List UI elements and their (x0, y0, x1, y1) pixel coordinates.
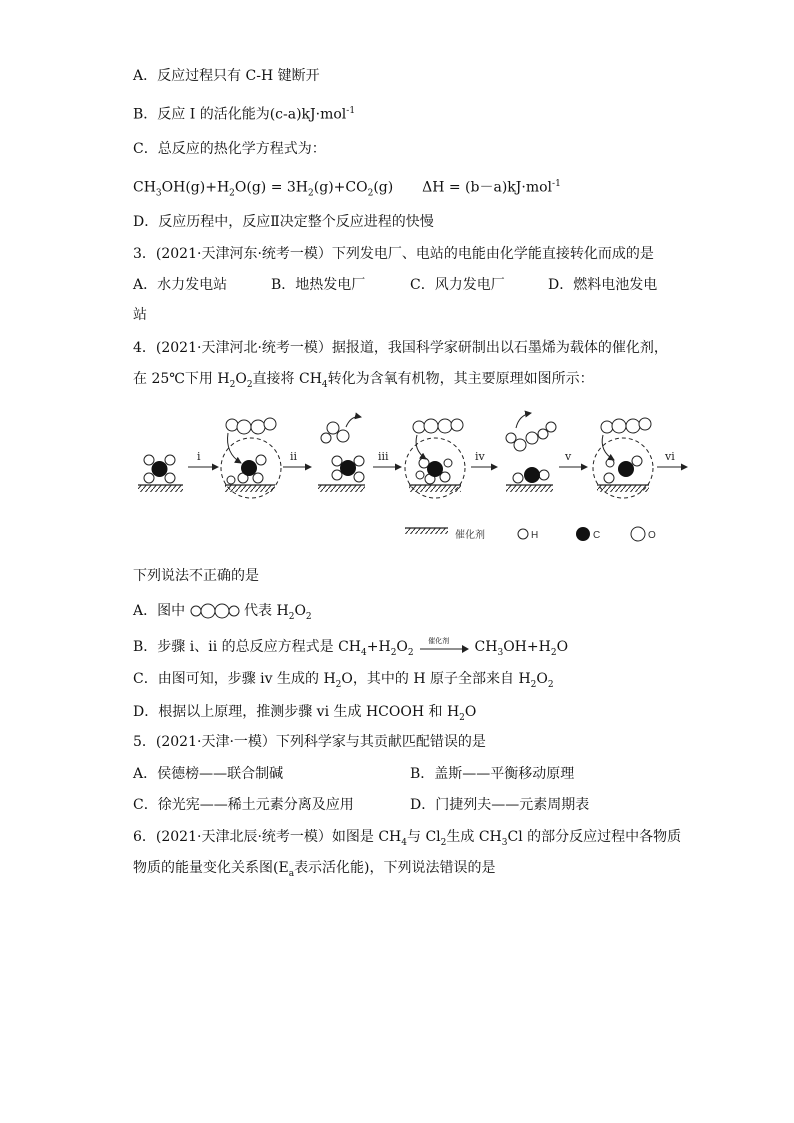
q6-sub: 3 (501, 837, 508, 848)
q2-option-d: D．反应历程中，反应Ⅱ决定整个反应进程的快慢 (133, 214, 434, 230)
step-arrow-i (188, 450, 218, 467)
step-arrow-iv (471, 450, 497, 467)
legend-c-icon (576, 527, 590, 541)
q6-sub: 2 (440, 837, 447, 848)
q5-option-d: D．门捷列夫——元素周期表 (410, 797, 590, 813)
q5-option-b: B．盖斯——平衡移动原理 (410, 766, 575, 782)
q2-option-b-sup: -1 (346, 106, 356, 116)
q6-stem-part: 与 Cl (407, 829, 441, 845)
q4-prompt: 下列说法不正确的是 (133, 568, 259, 584)
eq-sub: 3 (155, 188, 162, 199)
q4-option-d (133, 702, 476, 728)
eq-sub: 2 (367, 188, 374, 199)
eq-sub: 2 (229, 188, 235, 199)
step-arrow-v (559, 450, 587, 467)
stage-2 (318, 417, 365, 492)
eq-sub: 2 (308, 188, 314, 199)
q4-sub: 4 (361, 647, 367, 658)
q4-stem-line1: 4．(2021·天津河北·统考一模）据报道，我国科学家研制出以石墨烯为载体的催化剂， (133, 340, 668, 356)
q3-option-a: A．水力发电站 (133, 277, 228, 293)
step-arrow-ii (283, 450, 311, 467)
q4-option-b-text: OH+H (503, 639, 551, 655)
q2-option-b-value: (c-a)kJ·mol (269, 106, 347, 123)
catalyst-label: 催化剂 (428, 637, 450, 645)
q5-option-a: A．侯德榜——联合制碱 (133, 766, 284, 782)
reaction-mechanism-diagram (133, 405, 693, 550)
diagram-legend (405, 527, 656, 541)
legend-o: O (648, 530, 656, 541)
step-label: vi (665, 450, 675, 463)
q4-option-c (133, 669, 554, 695)
q4-option-d-text: O (464, 704, 477, 720)
q4-stem-part: O (235, 371, 247, 387)
eq-enthalpy: ΔH = (b－a)kJ·mol (422, 179, 553, 196)
q4-sub: 4 (321, 379, 328, 390)
q4-sub: 2 (305, 611, 312, 622)
q5-stem: 5．(2021·天津·一模）下列科学家与其贡献匹配错误的是 (133, 734, 486, 750)
q6-sub: 4 (401, 837, 408, 848)
q3-option-b: B．地热发电厂 (271, 277, 366, 293)
q4-sub: 2 (459, 712, 465, 723)
legend-h-icon (518, 529, 528, 539)
q4-sub: 2 (407, 647, 414, 658)
q4-sub: 2 (550, 647, 557, 658)
h2o2-molecule-icon (190, 601, 240, 621)
step-label: i (197, 450, 201, 463)
legend-h: H (531, 530, 539, 541)
eq-part: OH(g)+H (161, 179, 230, 196)
stage-0 (138, 455, 183, 492)
q4-option-c-text: O，其中的 H 原子全部来自 H (341, 671, 531, 687)
q2-equation (133, 174, 561, 203)
q4-stem-part: 转化为含氧有机物，其主要原理如图所示： (327, 371, 594, 387)
legend-o-icon (631, 527, 645, 541)
q4-stem-part: 在 25℃下用 H (133, 371, 230, 387)
q3-option-d-cont: 站 (133, 307, 147, 323)
stage-5 (593, 418, 653, 498)
q6-stem-part: 表示活化能)，下列说法错误的是 (294, 860, 496, 876)
q4-option-b-text: +H (366, 639, 391, 655)
q4-option-c-text: O (536, 671, 548, 687)
step-arrow-iii (373, 450, 401, 467)
step-label: iv (475, 450, 485, 463)
step-label: iii (378, 450, 389, 463)
q4-option-c-text: C．由图可知，步骤 iv 生成的 H (133, 671, 336, 687)
q6-stem-line1 (133, 827, 681, 853)
q4-option-a (133, 601, 312, 627)
step-label: v (565, 450, 572, 463)
q5-option-c: C．徐光宪——稀土元素分离及应用 (133, 797, 354, 813)
eq-part: (g) (373, 179, 394, 196)
q4-sub: 2 (288, 611, 295, 622)
q6-stem-part: Cl 的部分反应过程中各物质 (507, 829, 682, 845)
q4-sub: 2 (547, 679, 554, 690)
stage-3 (405, 419, 465, 498)
q4-sub: 2 (335, 679, 342, 690)
stage-4 (506, 413, 556, 492)
q4-option-a-text: 代表 H (244, 603, 289, 619)
q4-option-b-text: B．步骤 i、ii 的总反应方程式是 CH (133, 639, 361, 655)
q2-option-b (133, 101, 355, 125)
q3-option-c: C．风力发电厂 (410, 277, 505, 293)
q4-option-b (133, 637, 568, 663)
q2-option-b-text: B．反应 I 的活化能为 (133, 106, 270, 123)
stage-1 (221, 418, 281, 498)
q4-option-b-text: O (556, 639, 569, 655)
q4-sub: 2 (246, 379, 253, 390)
q4-option-a-text: A．图中 (133, 603, 186, 619)
q6-stem-part: 物质的能量变化关系图(E (133, 860, 289, 876)
q3-stem: 3．(2021·天津河东·统考一模）下列发电厂、电站的电能由化学能直接转化而成的是 (133, 246, 654, 262)
eq-part: O(g) = 3H (234, 179, 309, 196)
q4-option-b-text: CH (474, 639, 498, 655)
q6-stem-line2 (133, 858, 496, 884)
q4-option-b-text: O (396, 639, 408, 655)
q4-option-d-text: D．根据以上原理，推测步骤 vi 生成 HCOOH 和 H (133, 704, 460, 720)
legend-catalyst: 催化剂 (455, 530, 485, 541)
q4-option-a-text: O (294, 603, 306, 619)
q4-sub: 2 (530, 679, 537, 690)
q2-option-a: A．反应过程只有 C-H 键断开 (133, 68, 320, 84)
q4-sub: 2 (390, 647, 397, 658)
catalyst-arrow (418, 637, 470, 654)
step-arrow-vi (657, 450, 687, 467)
q2-option-c: C．总反应的热化学方程式为： (133, 141, 326, 157)
eq-part: (g)+CO (313, 179, 368, 196)
q4-sub: 3 (497, 647, 504, 658)
q6-stem-part: 生成 CH (446, 829, 502, 845)
q4-sub: 2 (229, 379, 236, 390)
legend-c: C (593, 530, 601, 541)
q6-sub: a (288, 868, 295, 879)
q3-option-d: D．燃料电池发电 (548, 277, 658, 293)
q4-stem-line2 (133, 369, 594, 395)
eq-enthalpy-sup: -1 (552, 179, 561, 189)
q6-stem-part: 6．(2021·天津北辰·统考一模）如图是 CH (133, 829, 402, 845)
q4-stem-part: 直接将 CH (252, 371, 322, 387)
step-label: ii (290, 450, 298, 463)
eq-part: CH (133, 179, 156, 196)
